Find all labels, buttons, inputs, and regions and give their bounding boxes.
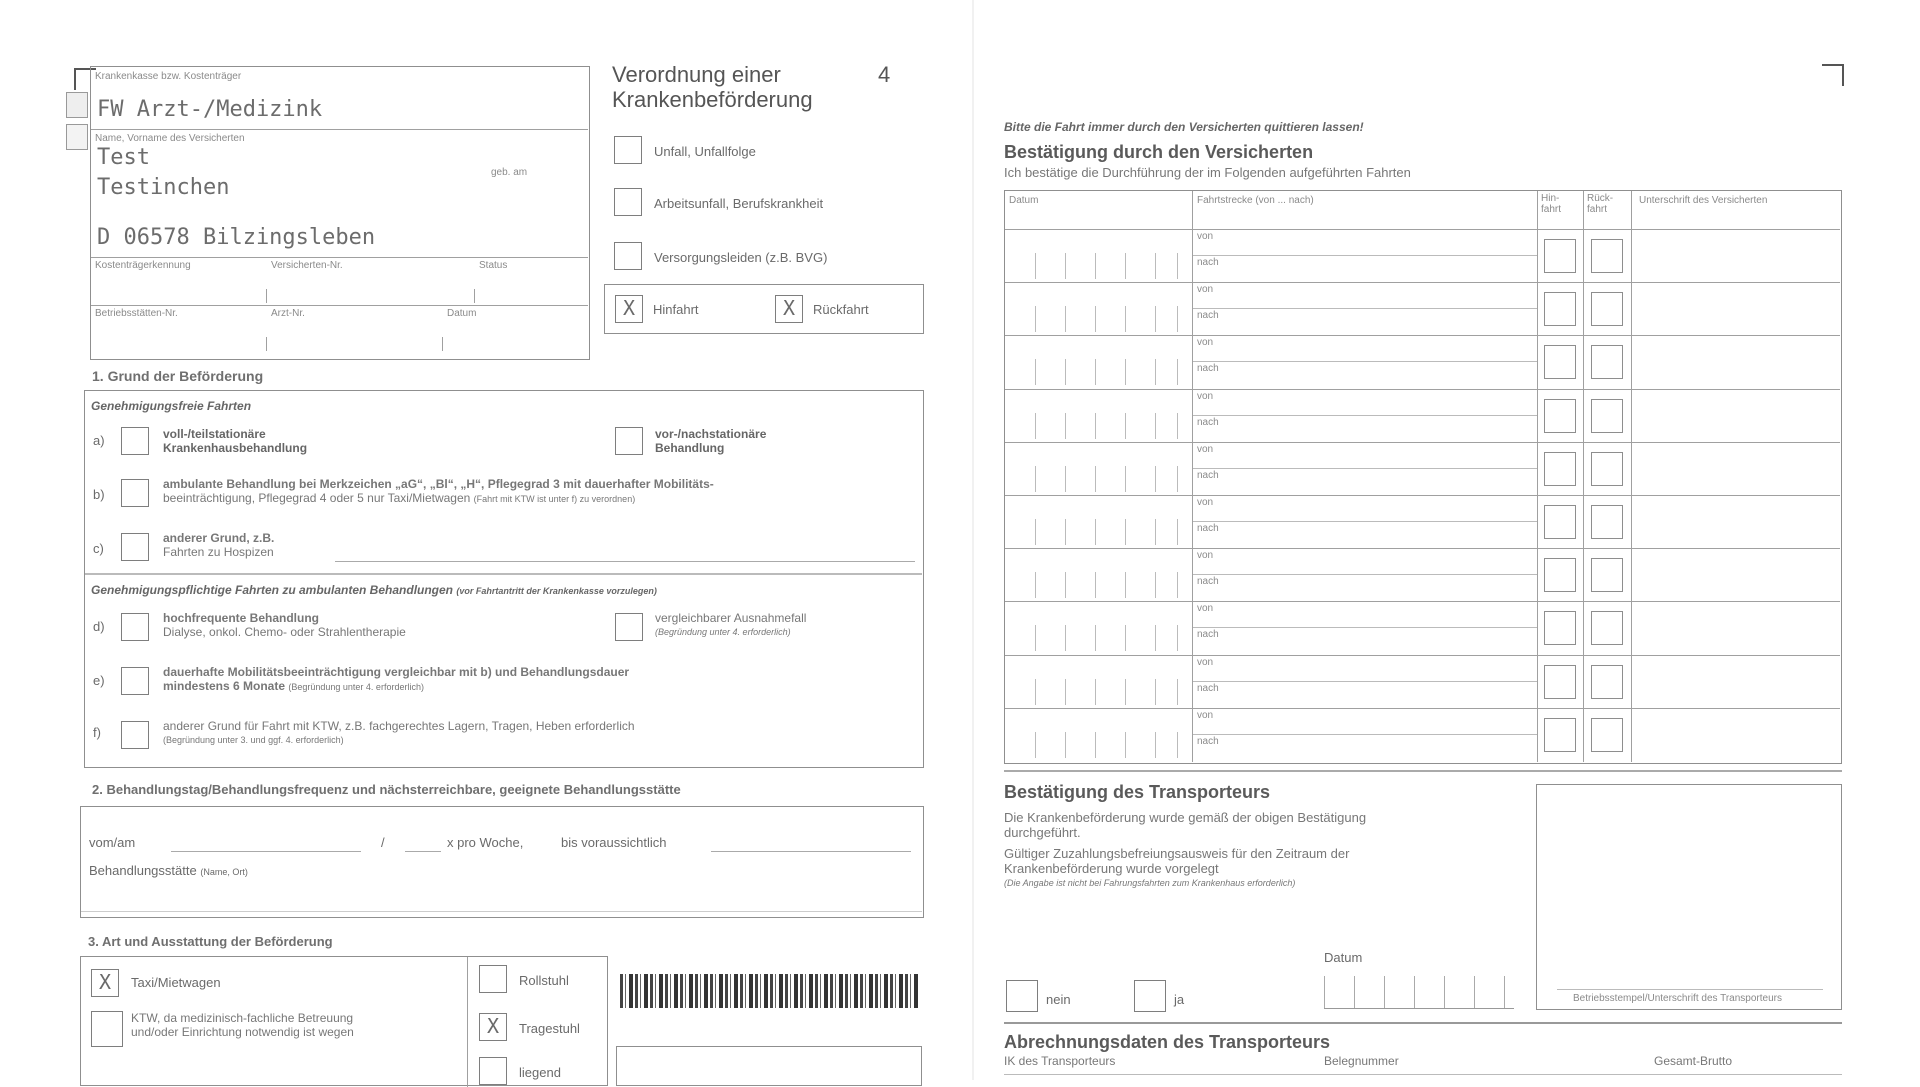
versorgung-label: Versorgungsleiden (z.B. BVG)	[654, 250, 828, 265]
transport-text-1: Die Krankenbeförderung wurde gemäß der obigen Bestätigung	[1004, 810, 1367, 825]
instruction: Bitte die Fahrt immer durch den Versicherten quittieren lassen!	[1004, 120, 1364, 134]
section-1-req-title	[91, 583, 657, 598]
hinfahrt-row-checkbox[interactable]	[1544, 452, 1576, 486]
row-von: von	[1197, 656, 1214, 668]
taxi-checkbox[interactable]: X	[91, 969, 119, 997]
item-a-right-text-2: Behandlung	[655, 441, 725, 455]
table-row	[1005, 389, 1840, 442]
item-b-checkbox[interactable]	[121, 479, 149, 507]
table-row	[1005, 601, 1840, 654]
item-c-text-1: anderer Grund, z.B.	[163, 531, 275, 545]
item-a-letter: a)	[93, 433, 105, 448]
row-von: von	[1197, 550, 1214, 562]
arbeitsunfall-checkbox[interactable]	[614, 188, 642, 216]
col-unterschrift: Unterschrift des Versicherten	[1639, 195, 1768, 206]
item-a-right-text-1: vor-/nachstationäre	[655, 427, 767, 441]
hinfahrt-label: Hinfahrt	[653, 302, 699, 317]
address: D 06578 Bilzingsleben	[97, 225, 376, 250]
transport-text	[1004, 810, 1504, 891]
arzt-label: Arzt-Nr.	[271, 308, 305, 319]
versorgung-checkbox[interactable]	[614, 242, 642, 270]
rollstuhl-checkbox[interactable]	[479, 965, 507, 993]
row-nach: nach	[1197, 576, 1219, 588]
item-b-text-line-2	[163, 491, 913, 506]
section-3-title: 3. Art und Ausstattung der Beförderung	[88, 934, 333, 949]
hinfahrt-row-checkbox[interactable]	[1544, 665, 1576, 699]
rueckfahrt-row-checkbox[interactable]	[1591, 239, 1623, 273]
taxi-label: Taxi/Mietwagen	[131, 975, 221, 990]
item-e-letter: e)	[93, 673, 105, 688]
item-e-text-1: dauerhafte Mobilitätsbeeinträchtigung vergleichbar mit b) und Behandlungsdauer	[163, 665, 630, 679]
form-title-line-2: Krankenbeförderung	[612, 87, 813, 112]
item-a-text-1: voll-/teilstationäre	[163, 427, 266, 441]
transport-signature-label: Betriebsstempel/Unterschrift des Transporteurs	[1573, 993, 1782, 1004]
transport-text-5: (Die Angabe ist nicht bei Fahrungsfahrten zum Krankenhaus erforderlich)	[1004, 878, 1296, 888]
transport-text-3: Gültiger Zuzahlungsbefreiungsausweis für den Zeitraum der	[1004, 846, 1350, 861]
item-c-text-2: Fahrten zu Hospizen	[163, 545, 274, 559]
row-nach: nach	[1197, 523, 1219, 534]
table-row	[1005, 335, 1840, 388]
item-f-checkbox[interactable]	[121, 721, 149, 749]
item-c-line	[335, 561, 915, 562]
tragestuhl-checkbox[interactable]: X	[479, 1013, 507, 1041]
unfall-label: Unfall, Unfallfolge	[654, 144, 756, 159]
item-c-checkbox[interactable]	[121, 533, 149, 561]
item-a-checkbox[interactable]	[121, 427, 149, 455]
hinfahrt-row-checkbox[interactable]	[1544, 505, 1576, 539]
nein-checkbox[interactable]	[1006, 980, 1038, 1012]
section-1-box	[84, 390, 924, 768]
liegend-checkbox[interactable]	[479, 1057, 507, 1085]
section-2-box	[80, 806, 924, 918]
status-label: Status	[479, 260, 508, 271]
ktw-checkbox[interactable]	[91, 1011, 123, 1047]
row-nach: nach	[1197, 735, 1219, 747]
confirmation-subtitle: Ich bestätige die Durchführung der im Folgenden aufgeführten Fahrten	[1004, 165, 1411, 180]
item-b-text	[163, 477, 913, 506]
item-f-text-2: (Begründung unter 3. und ggf. 4. erforderlich)	[163, 735, 344, 745]
ja-label: ja	[1174, 992, 1185, 1007]
ktw-text	[131, 1011, 354, 1039]
rueckfahrt-checkbox[interactable]: X	[775, 295, 803, 323]
col-fahrt: Fahrtstrecke (von ... nach)	[1197, 195, 1314, 206]
col-datum: Datum	[1009, 195, 1039, 206]
table-row	[1005, 229, 1840, 282]
item-b-text-3: (Fahrt mit KTW ist unter f) zu verordnen)	[473, 494, 636, 504]
rueckfahrt-row-checkbox[interactable]	[1591, 558, 1623, 592]
row-von: von	[1197, 709, 1214, 721]
billing-brutto: Gesamt-Brutto	[1654, 1054, 1733, 1068]
item-b-letter: b)	[93, 487, 105, 502]
section-3-box	[80, 956, 608, 1086]
page-divider	[972, 0, 974, 1080]
row-nach: nach	[1197, 310, 1219, 322]
transport-text-2: durchgeführt.	[1004, 825, 1081, 840]
row-von: von	[1197, 443, 1214, 455]
transport-signature-box	[1536, 784, 1842, 1010]
row-von: von	[1197, 284, 1214, 296]
confirmation-title: Bestätigung durch den Versicherten	[1004, 142, 1314, 162]
section-1-free-title: Genehmigungsfreie Fahrten	[91, 399, 252, 413]
rueckfahrt-row-checkbox[interactable]	[1591, 718, 1623, 752]
form-title	[612, 62, 813, 112]
item-b-text-1: ambulante Behandlung bei Merkzeichen „aG“, „Bl“, „H“, Pflegegrad 3 mit dauerhafter Mobilitäts-	[163, 477, 714, 491]
row-von: von	[1197, 497, 1214, 508]
rueckfahrt-label: Rückfahrt	[813, 302, 869, 317]
col-rueck: Rück-fahrt	[1587, 193, 1614, 215]
hinfahrt-row-checkbox[interactable]	[1544, 718, 1576, 752]
sec2-slash: /	[381, 835, 385, 850]
ktw-text-1: KTW, da medizinisch-fachliche Betreuung	[131, 1011, 354, 1025]
table-row	[1005, 495, 1840, 548]
rueckfahrt-row-checkbox[interactable]	[1591, 399, 1623, 433]
liegend-label: liegend	[519, 1065, 561, 1080]
row-nach: nach	[1197, 629, 1219, 641]
item-b-text-2: beeinträchtigung, Pflegegrad 4 oder 5 nur Taxi/Mietwagen	[163, 491, 471, 505]
insurance-value: FW Arzt-/Medizink	[97, 97, 323, 122]
trip-direction-box	[604, 284, 924, 334]
row-nach: nach	[1197, 416, 1219, 428]
item-c-letter: c)	[93, 541, 104, 556]
hinfahrt-checkbox[interactable]: X	[615, 295, 643, 323]
sec2-statte-note: (Name, Ort)	[200, 867, 248, 877]
row-von: von	[1197, 337, 1214, 349]
section-1-title: 1. Grund der Beförderung	[92, 368, 264, 384]
item-d-checkbox[interactable]	[121, 613, 149, 641]
transport-text-4: Krankenbeförderung wurde vorgelegt	[1004, 861, 1219, 876]
kassen-label: Kostenträgerkennung	[95, 260, 191, 271]
item-d-right-checkbox[interactable]	[615, 613, 643, 641]
row-nach: nach	[1197, 469, 1219, 481]
row-von: von	[1197, 390, 1214, 402]
patient-box	[90, 66, 590, 360]
item-e-checkbox[interactable]	[121, 667, 149, 695]
item-a-text	[163, 427, 307, 455]
rueckfahrt-row-checkbox[interactable]	[1591, 292, 1623, 326]
side-marks	[66, 92, 88, 152]
item-d-right-text-2: (Begründung unter 4. erforderlich)	[655, 627, 791, 637]
row-von: von	[1197, 603, 1214, 615]
ja-checkbox[interactable]	[1134, 980, 1166, 1012]
arbeitsunfall-label: Arbeitsunfall, Berufskrankheit	[654, 196, 824, 211]
rueckfahrt-row-checkbox[interactable]	[1591, 452, 1623, 486]
form-number: 4	[878, 62, 891, 87]
item-f-letter: f)	[93, 725, 101, 740]
item-d-text-2: Dialyse, onkol. Chemo- oder Strahlentherapie	[163, 625, 406, 639]
sec2-vom: vom/am	[89, 835, 136, 850]
item-a-right-checkbox[interactable]	[615, 427, 643, 455]
item-d-text	[163, 611, 406, 639]
item-f-text	[163, 719, 635, 747]
row-nach: nach	[1197, 257, 1219, 268]
rueckfahrt-row-checkbox[interactable]	[1591, 665, 1623, 699]
hinfahrt-row-checkbox[interactable]	[1544, 558, 1576, 592]
form-title-line-1: Verordnung einer	[612, 62, 781, 87]
rollstuhl-label: Rollstuhl	[519, 973, 569, 988]
transport-title: Bestätigung des Transporteurs	[1004, 782, 1271, 802]
sec2-statte-label: Behandlungsstätte	[89, 863, 197, 878]
versicherten-label: Versicherten-Nr.	[271, 260, 343, 271]
insurance-label: Krankenkasse bzw. Kostenträger	[95, 71, 242, 82]
sec2-pro-woche: x pro Woche,	[447, 835, 524, 850]
betriebs-label: Betriebsstätten-Nr.	[95, 308, 178, 319]
rueckfahrt-row-checkbox[interactable]	[1591, 345, 1623, 379]
name-label: Name, Vorname des Versicherten	[95, 133, 245, 144]
hinfahrt-row-checkbox[interactable]	[1544, 239, 1576, 273]
row-nach: nach	[1197, 363, 1219, 375]
sec2-bis: bis voraussichtlich	[561, 835, 667, 850]
rueckfahrt-row-checkbox[interactable]	[1591, 505, 1623, 539]
transport-datum-label: Datum	[1324, 950, 1363, 965]
hinfahrt-row-checkbox[interactable]	[1544, 345, 1576, 379]
sec2-statte	[89, 863, 248, 880]
item-c-text	[163, 531, 274, 559]
row-nach: nach	[1197, 682, 1219, 694]
item-e-text	[163, 665, 629, 694]
hinfahrt-row-checkbox[interactable]	[1544, 611, 1576, 645]
table-row	[1005, 655, 1840, 708]
trips-table	[1004, 190, 1842, 764]
row-von: von	[1197, 231, 1214, 242]
billing-ik: IK des Transporteurs	[1004, 1054, 1116, 1068]
item-e-text-2: mindestens 6 Monate	[163, 679, 286, 693]
birth-label: geb. am	[491, 167, 528, 178]
barcode	[620, 974, 920, 1008]
section-2-title: 2. Behandlungstag/Behandlungsfrequenz und nächsterreichbare, geeignete Behandlungsstätte	[92, 782, 681, 797]
section-1-req-title-text: Genehmigungspflichtige Fahrten zu ambulanten Behandlungen	[91, 583, 454, 597]
table-row	[1005, 282, 1840, 335]
section-1-req-note: (vor Fahrtantritt der Krankenkasse vorzulegen)	[456, 586, 657, 596]
item-d-right-text	[655, 611, 806, 639]
unfall-checkbox[interactable]	[614, 136, 642, 164]
item-d-right-text-1: vergleichbarer Ausnahmefall	[655, 611, 807, 625]
nein-label: nein	[1046, 992, 1071, 1007]
datum-label: Datum	[447, 308, 477, 319]
item-f-text-1: anderer Grund für Fahrt mit KTW, z.B. fachgerechtes Lagern, Tragen, Heben erforderlich	[163, 719, 635, 733]
item-a-text-2: Krankenhausbehandlung	[163, 441, 308, 455]
hinfahrt-row-checkbox[interactable]	[1544, 292, 1576, 326]
last-name: Testinchen	[97, 175, 230, 200]
item-d-text-1: hochfrequente Behandlung	[163, 611, 319, 625]
item-d-letter: d)	[93, 619, 105, 634]
item-e-text-line-2	[163, 679, 629, 694]
rueckfahrt-row-checkbox[interactable]	[1591, 611, 1623, 645]
ktw-text-2: und/oder Einrichtung notwendig ist wegen	[131, 1025, 354, 1039]
billing-beleg: Belegnummer	[1324, 1054, 1399, 1068]
hinfahrt-row-checkbox[interactable]	[1544, 399, 1576, 433]
col-hin: Hin-fahrt	[1541, 193, 1562, 215]
table-row	[1005, 442, 1840, 495]
table-row	[1005, 548, 1840, 601]
table-row	[1005, 708, 1840, 761]
corner-mark-right	[1822, 64, 1844, 86]
item-a-right-text	[655, 427, 766, 455]
first-name: Test	[97, 145, 150, 170]
item-e-text-3: (Begründung unter 4. erforderlich)	[288, 682, 424, 692]
tragestuhl-label: Tragestuhl	[519, 1021, 580, 1036]
billing-title: Abrechnungsdaten des Transporteurs	[1004, 1032, 1331, 1052]
barcode-field-box	[616, 1046, 922, 1086]
